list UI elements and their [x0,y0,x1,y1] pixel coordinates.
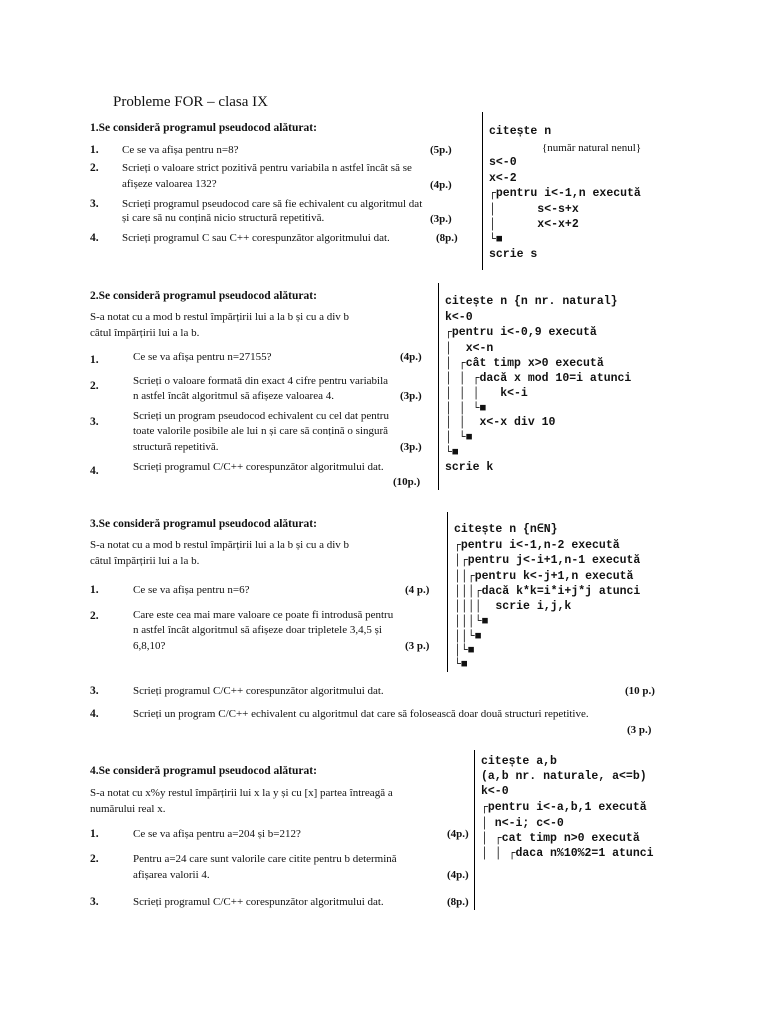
item-number: 3. [90,685,99,697]
code-line: scrie s [489,248,538,261]
code-line: └■ [489,233,503,246]
code-line: │ │ ┌dacă x mod 10=i atunci [445,372,632,385]
code-line: k<-0 [481,785,509,798]
code-line: │││└■ [454,615,489,628]
item-number: 3. [90,416,99,428]
code-line: ││└■ [454,630,482,643]
code-line: ││││ scrie i,j,k [454,600,572,613]
item-points: (5p.) [430,144,452,156]
item-text: Scrieți programul pseudocod care să fie echivalent cu algoritmul dat [122,198,423,210]
code-line: │ n<-i; c<-0 [481,817,564,830]
item-text: Scrieți programul C/C++ corespunzător algoritmului dat. [133,685,384,697]
code-line: │ ┌cat timp n>0 execută [481,832,640,845]
code-line: ┌pentru i<-a,b,1 execută [481,801,647,814]
item-number: 2. [90,162,99,174]
item-text: Scrieți programul C/C++ corespunzător algoritmului dat. [133,896,384,908]
code-divider [438,283,439,490]
code-line: │ s<-s+x [489,203,579,216]
item-points: (3 p.) [627,724,652,736]
code-line: citește n [489,125,552,138]
code-line: │ │ x<-x div 10 [445,416,556,429]
code-line: │ x<-n [445,342,494,355]
item-number: 1. [90,354,99,366]
item-text: Scrieți programul C sau C++ corespunzător algoritmului dat. [122,232,390,244]
code-line: │┌pentru j<-i+1,n-1 execută [454,554,641,567]
item-text: Scrieți o valoare formată din exact 4 cifre pentru variabila [133,375,389,387]
problem-4-note: numărului real x. [90,803,166,815]
code-line: │ └■ [445,431,473,444]
code-line: ││┌pentru k<-j+1,n execută [454,570,634,583]
code-divider [482,112,483,270]
code-line: citește a,b [481,755,557,768]
item-text: n astfel încât algoritmul să afișeze valoarea 4. [133,390,334,402]
problem-3-heading: 3.Se consideră programul pseudocod alăturat: [90,518,317,530]
code-line: ┌pentru i<-0,9 execută [445,326,597,339]
code-line: │ ┌cât timp x>0 execută [445,357,604,370]
item-points: (4p.) [447,828,469,840]
item-number: 2. [90,610,99,622]
item-text: afișarea valorii 4. [133,869,210,881]
item-points: (3p.) [400,441,422,453]
problem-4-note: S-a notat cu x%y restul împărțirii lui x la y și cu [x] partea întreagă a [90,787,393,799]
problem-3-note: S-a notat cu a mod b restul împărțirii lui a la b și cu a div b [90,539,350,551]
item-text: Pentru a=24 care sunt valorile care citite pentru b determină [133,853,397,865]
item-number: 4. [90,465,99,477]
item-text: Ce se va afișa pentru n=27155? [133,351,272,363]
code-line: (a,b nr. naturale, a<=b) [481,770,647,783]
item-points: (4p.) [447,869,469,881]
problem-4-heading: 4.Se consideră programul pseudocod alăturat: [90,765,317,777]
problem-2-note: S-a notat cu a mod b restul împărțirii lui a la b și cu a div b [90,311,350,323]
code-line: │ │ │ k<-i [445,387,528,400]
item-points: (4 p.) [405,584,430,596]
item-number: 4. [90,708,99,720]
code-line: x<-2 [489,172,517,185]
item-points: (8p.) [447,896,469,908]
item-points: (8p.) [436,232,458,244]
code-line: s<-0 [489,156,517,169]
item-points: (4p.) [430,179,452,191]
code-line: │└■ [454,644,475,657]
item-points: (3 p.) [405,640,430,652]
item-text: n astfel încât algoritmul să afișeze doar tripletele 3,4,5 și [133,624,382,636]
item-text: 6,8,10? [133,640,166,652]
code-divider [474,750,475,910]
item-number: 4. [90,232,99,244]
item-number: 1. [90,584,99,596]
item-text: afișeze valoarea 132? [122,178,217,190]
item-text: Ce se va afișa pentru n=8? [122,144,239,156]
code-line: │ x<-x+2 [489,218,579,231]
code-line: ┌pentru i<-1,n execută [489,187,641,200]
item-points: (10p.) [393,476,421,488]
item-number: 1. [90,144,99,156]
code-line: citește n {n∈N} [454,523,558,536]
problem-3-note: câtul împărțirii lui a la b. [90,555,200,567]
item-text: Scrieți o valoare strict pozitivă pentru variabila n astfel încât să se [122,162,412,174]
document-title: Probleme FOR – clasa IX [113,94,268,110]
code-line: └■ [445,446,459,459]
problem-2-note: câtul împărțirii lui a la b. [90,327,200,339]
code-line: │││┌dacă k*k=i*i+j*j atunci [454,585,641,598]
code-line: scrie k [445,461,494,474]
problem-1-heading: 1.Se consideră programul pseudocod alăturat: [90,122,317,134]
item-number: 2. [90,380,99,392]
item-text: Scrieți programul C/C++ corespunzător algoritmului dat. [133,461,384,473]
item-number: 2. [90,853,99,865]
item-number: 1. [90,828,99,840]
item-text: Ce se va afișa pentru a=204 și b=212? [133,828,301,840]
item-points: (3p.) [400,390,422,402]
item-points: (4p.) [400,351,422,363]
item-text: Ce se va afișa pentru n=6? [133,584,250,596]
code-line: k<-0 [445,311,473,324]
item-points: (10 p.) [625,685,655,697]
item-text: Care este cea mai mare valoare ce poate fi introdusă pentru [133,609,394,621]
code-line: │ │ ┌daca n%10%2=1 atunci [481,847,654,860]
problem-2-heading: 2.Se consideră programul pseudocod alăturat: [90,290,317,302]
code-line: ┌pentru i<-1,n-2 execută [454,539,620,552]
code-line: citește n {n nr. natural} [445,295,618,308]
item-text: toate valorile posibile ale lui n și care să conțină o singură [133,425,389,437]
code-line: └■ [454,658,468,671]
code-line: │ │ └■ [445,402,487,415]
item-text: structură repetitivă. [133,441,219,453]
item-number: 3. [90,198,99,210]
code-divider [447,512,448,672]
item-number: 3. [90,896,99,908]
item-text: Scrieți un program pseudocod echivalent cu cel dat pentru [133,410,389,422]
item-text: Scrieți un program C/C++ echivalent cu algoritmul dat care să folosească doar două structuri repetitive. [133,708,589,720]
item-points: (3p.) [430,213,452,225]
item-text: și care să nu conțină nicio structură repetitivă. [122,212,325,224]
code-comment: {număr natural nenul} [542,142,642,154]
